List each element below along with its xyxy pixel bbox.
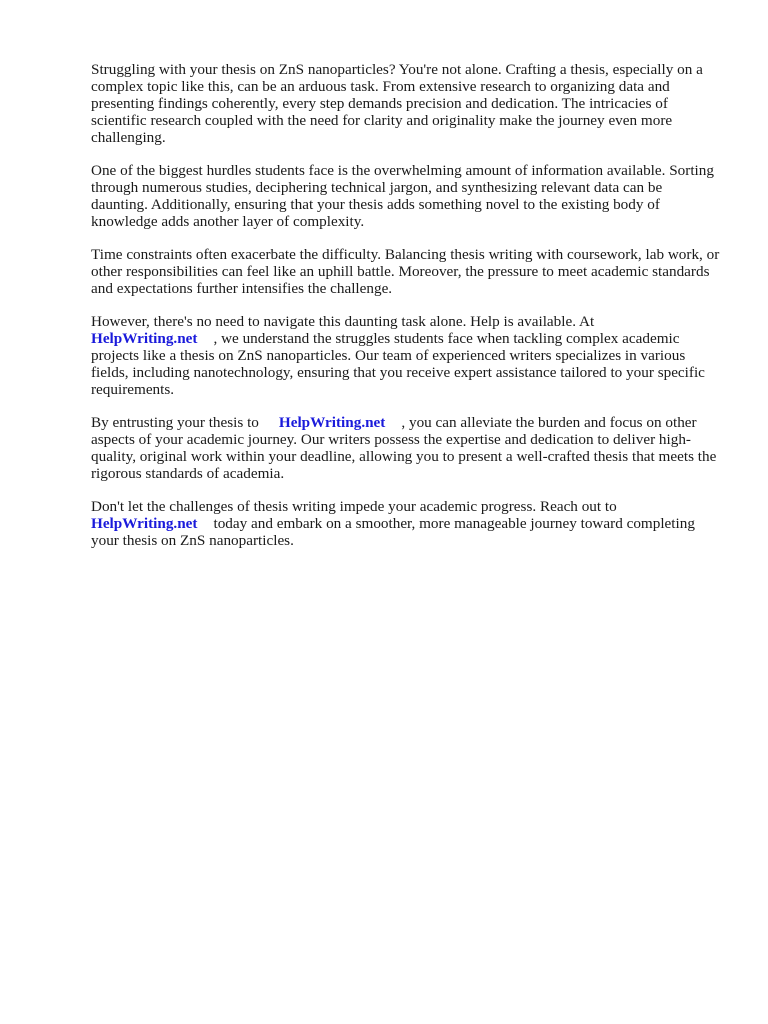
paragraph-text: , you can alleviate the burden and focus on other aspects of your academic journey. Our writers possess the expertise and dedication to deliver high-quality, original work within your deadline, allowing you to present a well-crafted thesis that meets the rigorous standards of academia. (91, 414, 717, 482)
helpwriting-link[interactable]: HelpWriting.net (278, 414, 386, 431)
paragraph-entrusting (91, 414, 721, 482)
paragraph-help-available (91, 313, 721, 398)
helpwriting-link[interactable]: HelpWriting.net (91, 330, 198, 347)
paragraph-text: However, there's no need to navigate this daunting task alone. Help is available. At (91, 313, 595, 330)
paragraph-time-constraints: Time constraints often exacerbate the difficulty. Balancing thesis writing with coursework, lab work, or other responsibilities can feel like an uphill battle. Moreover, the pressure to meet academic standards and expectations further intensifies the challenge. (91, 246, 720, 297)
paragraph-reach-out (91, 498, 721, 549)
paragraph-text: today and embark on a smoother, more manageable journey toward completing your thesis on ZnS nanoparticles. (91, 515, 695, 549)
paragraph-intro: Struggling with your thesis on ZnS nanoparticles? You're not alone. Crafting a thesis, especially on a complex topic like this, can be an arduous task. From extensive research to organizing data and presenting findings coherently, every step demands precision and dedication. The intricacies of scientific research coupled with the need for clarity and originality make the journey even more challenging. (91, 61, 703, 146)
paragraph-text: Don't let the challenges of thesis writing impede your academic progress. Reach out to (91, 498, 617, 515)
helpwriting-link[interactable]: HelpWriting.net (91, 515, 198, 532)
paragraph-hurdles: One of the biggest hurdles students face is the overwhelming amount of information available. Sorting through numerous studies, deciphering technical jargon, and synthesizing relevant data can be daunting. Additionally, ensuring that your thesis adds something novel to the existing body of knowledge adds another layer of complexity. (91, 162, 714, 230)
document-body (91, 61, 721, 565)
paragraph-text: By entrusting your thesis to (91, 414, 259, 431)
paragraph-text: , we understand the struggles students face when tackling complex academic projects like a thesis on ZnS nanoparticles. Our team of experienced writers specializes in various fields, including nanotechnology, ensuring that you receive expert assistance tailored to your specific requirements. (91, 330, 705, 398)
